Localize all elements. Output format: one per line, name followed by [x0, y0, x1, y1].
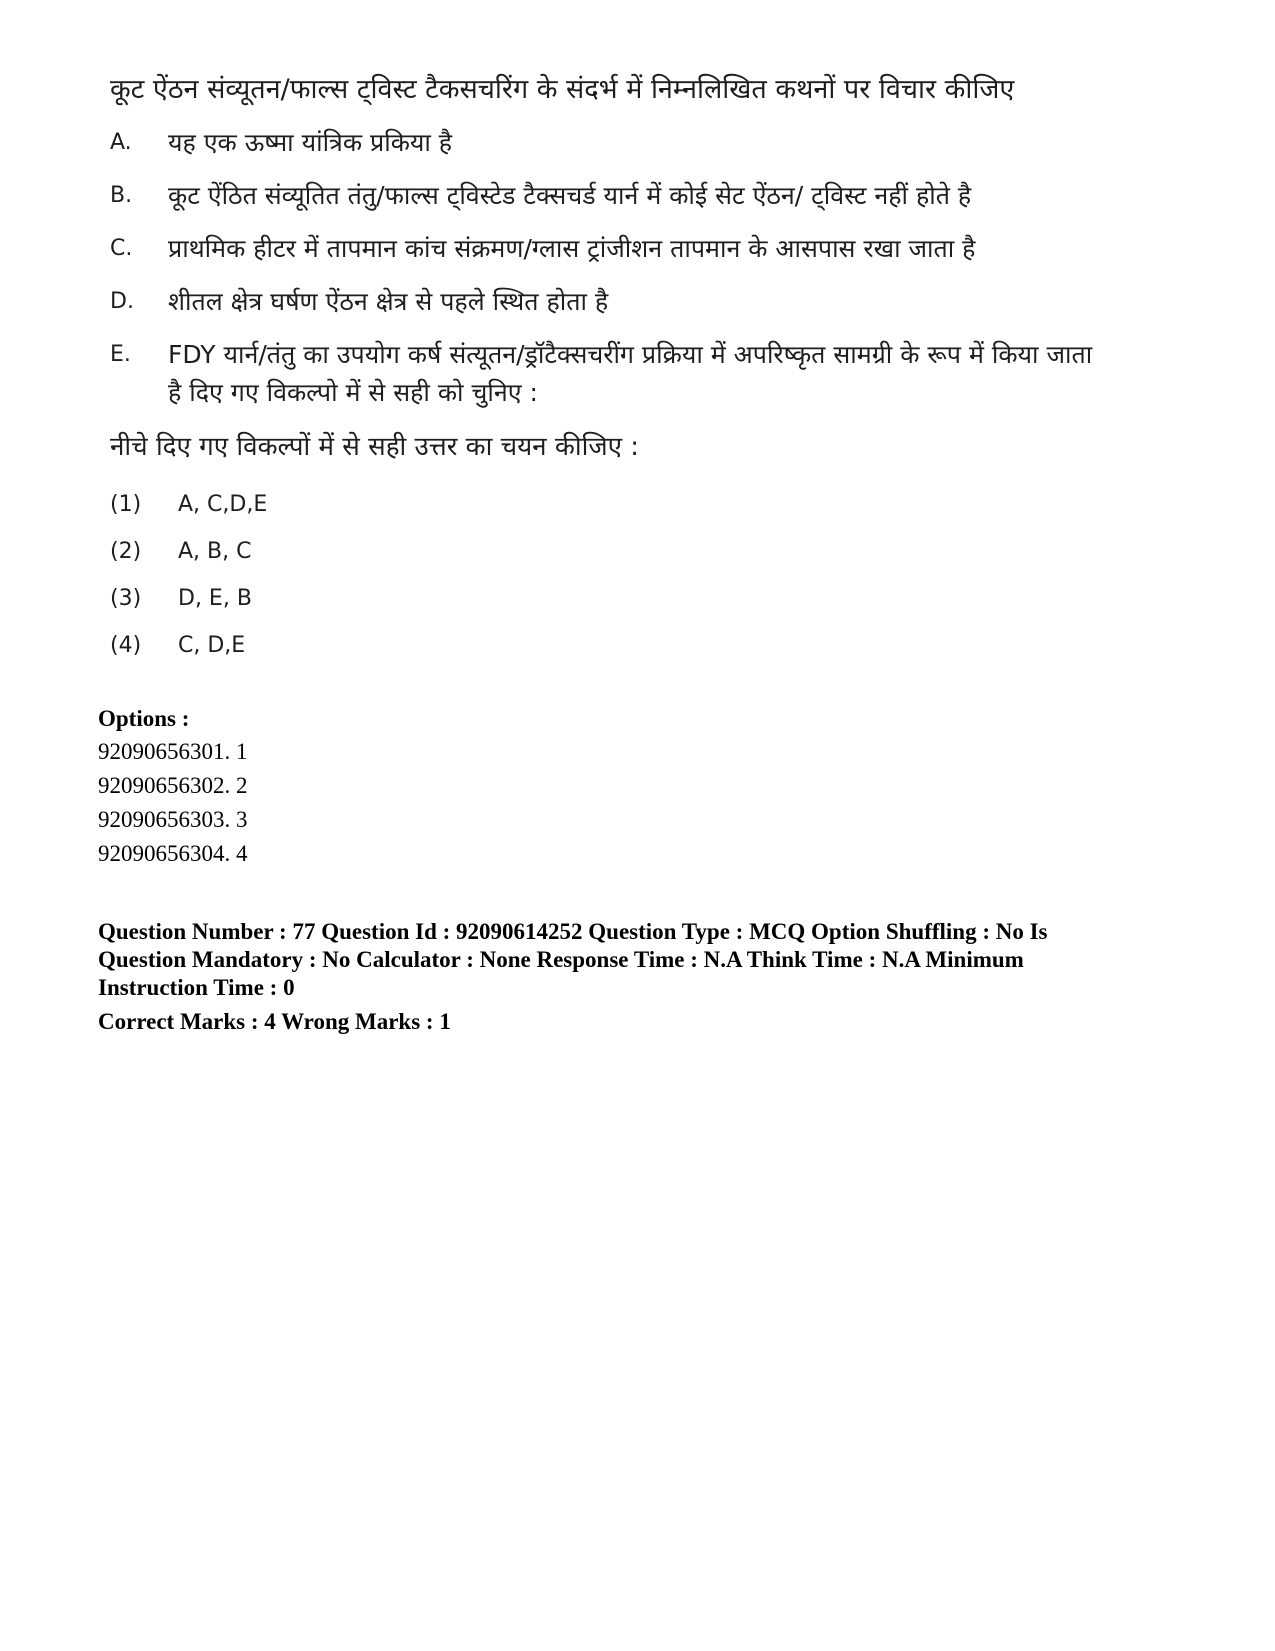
question-stem: कूट ऐंठन संव्यूतन/फाल्स ट्विस्ट टैकसचरिंग के संदर्भ में निम्नलिखित कथनों पर विचार कीजिए — [110, 74, 1015, 105]
question-instruction: नीचे दिए गए विकल्पों में से सही उत्तर का चयन कीजिए : — [110, 432, 640, 462]
statement-text: प्राथमिक हीटर में तापमान कांच संक्रमण/ग्लास ट्रांजीशन तापमान के आसपास रखा जाता है — [168, 234, 976, 263]
statement-text: शीतल क्षेत्र घर्षण ऐंठन क्षेत्र से पहले स्थित होता है — [168, 287, 609, 316]
answer-choice-number: (2) — [110, 539, 142, 564]
answer-choice-1 — [110, 481, 1110, 528]
option-item-4: 92090656304. 4 — [98, 841, 248, 866]
question-details: Question Number : 77 Question Id : 92090614252 Question Type : MCQ Option Shuffling : No Is Question Mandatory : No Calculator : None Response Time : N.A Think Time : N.A Minimum Instruction Time : 0 — [98, 919, 1048, 1000]
option-item-1: 92090656301. 1 — [98, 739, 248, 764]
answer-choice-4 — [110, 622, 1110, 669]
statement-c — [110, 230, 1110, 268]
question-marks: Correct Marks : 4 Wrong Marks : 1 — [98, 1009, 451, 1034]
statement-d — [110, 283, 1110, 321]
answer-choice-3 — [110, 575, 1110, 622]
answer-choice-text: A, C,D,E — [178, 492, 268, 517]
answer-choice-2 — [110, 528, 1110, 575]
options-title: Options : — [98, 706, 190, 731]
question-image-block — [110, 70, 1110, 669]
answer-choice-text: C, D,E — [178, 633, 246, 658]
answer-choice-number: (1) — [110, 492, 142, 517]
question-info-block — [98, 918, 1198, 1036]
option-item-2: 92090656302. 2 — [98, 773, 248, 798]
statement-text: FDY यार्न/तंतु का उपयोग कर्ष संत्यूतन/ड्रॉटैक्सचरींग प्रक्रिया में अपरिष्कृत सामग्री के रूप में किया जाता है दिए गए विकल्पो में से सही को चुनिए : — [168, 340, 1093, 407]
statement-letter: C. — [110, 236, 133, 261]
answer-choice-number: (3) — [110, 586, 142, 611]
answer-choice-text: A, B, C — [178, 539, 252, 564]
statement-text: कूट ऐंठित संव्यूतित तंतु/फाल्स ट्विस्टेड टैक्सचर्ड यार्न में कोई सेट ऐंठन/ ट्विस्ट नहीं होते है — [168, 181, 972, 210]
answer-choice-text: D, E, B — [178, 586, 252, 611]
option-item-3: 92090656303. 3 — [98, 807, 248, 832]
statement-b — [110, 177, 1110, 215]
statement-text: यह एक ऊष्मा यांत्रिक प्रकिया है — [168, 128, 453, 157]
answer-choice-number: (4) — [110, 633, 142, 658]
statement-letter: D. — [110, 289, 134, 314]
options-block — [98, 703, 1198, 871]
statement-letter: E. — [110, 342, 131, 367]
statement-letter: A. — [110, 130, 132, 155]
statement-e — [110, 336, 1110, 412]
statement-a — [110, 124, 1110, 162]
statement-letter: B. — [110, 183, 133, 208]
